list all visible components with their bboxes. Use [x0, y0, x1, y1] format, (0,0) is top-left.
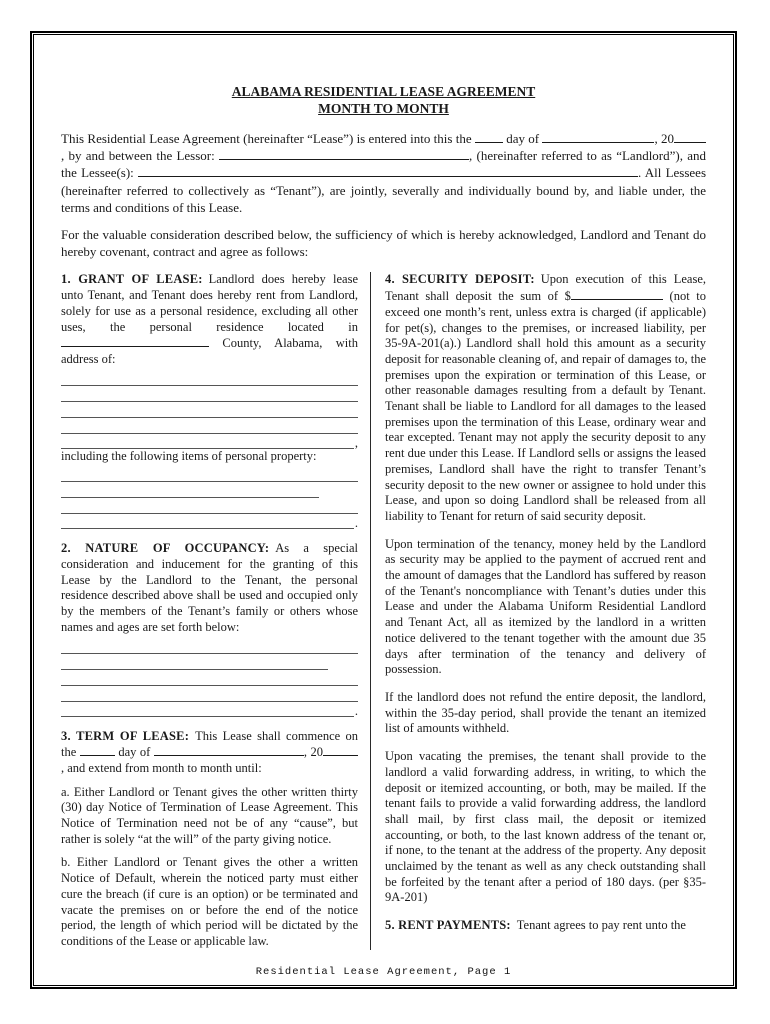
section-4-text-2: (not to exceed one month’s rent, unless extra is charged (if applicable) for pet(s), changes to the premises, or increased liability, per 35-9A-201(a).) Landlord shall hold this amount as a security deposit for reasonable cleaning of, and repair of damages to, the premises upon the expiration or termination of this Lease, or other reasonable damages resulting from a default by Tenant. Tenant shall be liable to Landlord for all damages to the leased premises upon the termination of this Lease, ordinary wear and tear excepted. Tenant may not apply the security deposit to any rent due under this Lease. If Landlord sells or assigns the leased premises, Landlord shall have the right to transfer Tenant’s security deposit to the new owner or assignee to hold under this Lease, and upon so doing Landlord shall be released from all liability to Tenant for return of said security deposit. — [385, 289, 707, 523]
property-line-3[interactable] — [61, 498, 358, 514]
deposit-amount-field[interactable] — [571, 288, 663, 300]
section-5-paragraph — [385, 918, 706, 934]
section-3-text-4: , and extend from month to month until: — [61, 760, 262, 775]
property-line-1[interactable] — [61, 466, 358, 482]
occupant-line-5[interactable] — [61, 702, 358, 717]
property-line-2[interactable] — [61, 482, 319, 498]
section-2-paragraph — [61, 541, 358, 635]
address-line-1[interactable] — [61, 370, 358, 386]
section-3-clause-a: a. Either Landlord or Tenant gives the other written thirty (30) day Notice of Termination of Lease Agreement. This Notice of Termination need not be of any “cause”, but rather is solely “at the will” of the party giving notice. — [61, 784, 358, 846]
page-inner-frame — [33, 34, 734, 986]
section-3-text-2: day of — [118, 745, 151, 760]
document-title-line-2: MONTH TO MONTH — [318, 101, 449, 116]
intro-text-4: , by and between the Lessor: — [61, 148, 215, 164]
term-month-field[interactable] — [154, 744, 304, 756]
occupant-line-5-fill[interactable] — [61, 701, 354, 717]
consideration-paragraph: For the valuable consideration described below, the sufficiency of which is hereby acknowledged, Landlord and Tenant do hereby covenant, contract and agree as follows: — [61, 227, 706, 260]
section-2-text: As a special consideration and inducement for the granting of this Lease by the Landlord to the Tenant, the personal residence described above shall be used and occupied only by the members of the Tenant’s family or others whose names and ages are set forth below: — [61, 541, 358, 634]
address-line-3[interactable] — [61, 402, 358, 418]
address-tail-comma: , — [354, 435, 358, 450]
occupant-line-1[interactable] — [61, 638, 358, 654]
intro-paragraph — [61, 130, 706, 216]
intro-text-1: This Residential Lease Agreement (hereinafter “Lease”) is entered into this the — [61, 131, 472, 146]
two-column-body — [61, 272, 706, 949]
term-year-field[interactable] — [323, 744, 358, 756]
property-line-4[interactable] — [61, 514, 358, 529]
section-3-text-3: , 20 — [303, 745, 324, 760]
document-title-line-1: ALABAMA RESIDENTIAL LEASE AGREEMENT — [231, 84, 536, 99]
property-line-4-fill[interactable] — [61, 513, 354, 529]
document-title — [61, 83, 706, 117]
property-tail-period: . — [354, 516, 358, 531]
page-footer: Residential Lease Agreement, Page 1 — [255, 966, 512, 978]
section-1-heading: 1. GRANT OF LEASE: — [61, 272, 203, 287]
page-border-frame — [30, 31, 737, 989]
lessor-field[interactable] — [219, 148, 469, 160]
section-5-text: Tenant agrees to pay rent unto the — [516, 918, 686, 933]
section-3-heading: 3. TERM OF LEASE: — [61, 728, 190, 743]
section-1-text-1: Landlord does hereby lease unto Tenant, and Tenant does hereby rent from Landlord, solely for use as a personal residence, excluding all other uses, the personal residence located in — [61, 272, 358, 334]
section-4-paragraph-1 — [385, 272, 706, 524]
section-4-paragraph-3: If the landlord does not refund the entire deposit, the landlord, within the 35-day period, shall provide the tenant an itemized list of amounts withheld. — [385, 690, 706, 736]
section-4-paragraph-4: Upon vacating the premises, the tenant shall provide to the landlord a valid forwarding address, in writing, to which the deposit or itemized accounting, or both, may be mailed. If the tenant fails to provide a valid forwarding address, the landlord shall mail, by first class mail, the deposit or itemized accounting, or both, to the last known address of the tenant or, if none, to the tenant at the address of the property. Any deposit unclaimed by the tenant as well as any check outstanding shall be forfeited by the tenant after a period of 180 days. (per §35-9A-201) — [385, 749, 706, 905]
personal-property-label: including the following items of personal property: — [61, 448, 317, 463]
section-5-heading: 5. RENT PAYMENTS: — [385, 918, 511, 933]
section-3-text-1: This Lease shall commence on the — [61, 728, 358, 760]
intro-text-3: , 20 — [654, 131, 675, 146]
day-field[interactable] — [475, 131, 503, 143]
term-day-field[interactable] — [80, 744, 115, 756]
address-line-5-fill[interactable] — [61, 433, 354, 449]
section-1-text-2: County, Alabama, with address of: — [61, 336, 359, 366]
section-4-paragraph-2: Upon termination of the tenancy, money held by the Landlord as security may be applied to the payment of accrued rent and the amount of damages that the Landlord has suffered by reason of the Tenant's noncompliance with Tenant’s duties under this Lease and under the Alabama Uniform Residential Landlord and Tenant Act, all as itemized by the landlord in a written notice delivered to the tenant together with the amount due 35 days after termination of the tenancy and delivery of possession. — [385, 536, 706, 677]
occupant-lines — [61, 638, 358, 717]
address-line-4[interactable] — [61, 418, 358, 434]
intro-text-5: , (hereinafter referred to as “Landlord”), and the Lessee(s): — [61, 148, 707, 181]
occupant-line-4[interactable] — [61, 686, 358, 702]
county-field[interactable] — [61, 335, 209, 347]
section-3-paragraph — [61, 729, 358, 777]
address-line-2[interactable] — [61, 386, 358, 402]
lessee-field[interactable] — [138, 165, 638, 177]
month-field[interactable] — [542, 131, 654, 143]
occupant-line-3[interactable] — [61, 670, 358, 686]
section-4-text-1: Upon execution of this Lease, Tenant shall deposit the sum of $ — [385, 272, 707, 304]
section-3-clause-b: b. Either Landlord or Tenant gives the other a written Notice of Default, wherein the noticed party must either cure the breach (if cure is an option) or be terminated and vacate the premises on or before the end of the notice period, the length of which period will be dictated by the conditions of the Lease or applicable law. — [61, 855, 358, 948]
intro-text-6: . All Lessees (hereinafter referred to collectively as “Tenant”), are jointly, severally and individually bound by, and liable under, the terms and conditions of this Lease. — [61, 165, 707, 215]
section-1-paragraph — [61, 272, 358, 367]
personal-property-lines — [61, 466, 358, 529]
year-field[interactable] — [674, 131, 706, 143]
left-column — [61, 272, 370, 949]
occupant-tail-period: . — [354, 703, 358, 718]
intro-text-2: day of — [506, 131, 540, 146]
right-column — [370, 272, 706, 949]
section-2-heading: 2. NATURE OF OCCUPANCY: — [61, 541, 270, 556]
occupant-line-2[interactable] — [61, 654, 328, 670]
section-4-heading: 4. SECURITY DEPOSIT: — [385, 272, 535, 287]
address-lines — [61, 370, 358, 449]
address-line-5[interactable] — [61, 434, 358, 449]
